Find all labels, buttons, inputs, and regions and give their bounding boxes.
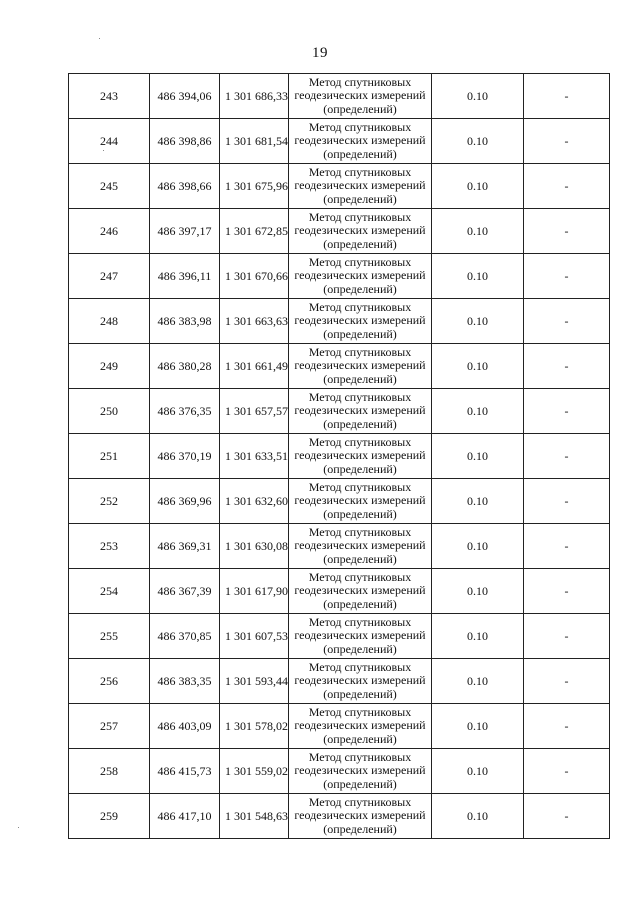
accuracy-cell: 0.10 bbox=[432, 344, 524, 389]
description-cell: - bbox=[524, 119, 610, 164]
method-line: Метод спутниковых bbox=[308, 524, 412, 539]
accuracy-cell: 0.10 bbox=[432, 479, 524, 524]
table-row bbox=[69, 794, 610, 839]
x-coordinate-cell: 486 383,98 bbox=[150, 299, 220, 344]
method-cell bbox=[289, 659, 432, 704]
y-coordinate-cell: 1 301 548,63 bbox=[220, 794, 289, 839]
description-cell: - bbox=[524, 299, 610, 344]
description-cell: - bbox=[524, 569, 610, 614]
point-number-cell: 258 bbox=[69, 749, 150, 794]
method-line: (определений) bbox=[323, 101, 397, 116]
method-cell bbox=[289, 704, 432, 749]
x-coordinate-cell: 486 396,11 bbox=[150, 254, 220, 299]
method-line: геодезических измерений bbox=[294, 628, 426, 643]
scan-speck bbox=[18, 827, 19, 828]
method-line: геодезических измерений bbox=[294, 538, 426, 553]
accuracy-cell: 0.10 bbox=[432, 389, 524, 434]
y-coordinate-cell: 1 301 607,53 bbox=[220, 614, 289, 659]
coordinates-table bbox=[68, 73, 610, 839]
y-coordinate-cell: 1 301 578,02 bbox=[220, 704, 289, 749]
method-line: Метод спутниковых bbox=[308, 344, 412, 359]
description-cell: - bbox=[524, 614, 610, 659]
method-line: Метод спутниковых bbox=[308, 659, 412, 674]
description-cell: - bbox=[524, 74, 610, 119]
method-cell bbox=[289, 254, 432, 299]
method-line: геодезических измерений bbox=[294, 133, 426, 148]
point-number-cell: 249 bbox=[69, 344, 150, 389]
y-coordinate-cell: 1 301 632,60 bbox=[220, 479, 289, 524]
method-cell bbox=[289, 479, 432, 524]
method-line: геодезических измерений bbox=[294, 448, 426, 463]
table-row bbox=[69, 614, 610, 659]
table-row bbox=[69, 479, 610, 524]
x-coordinate-cell: 486 417,10 bbox=[150, 794, 220, 839]
method-cell bbox=[289, 389, 432, 434]
point-number-cell: 248 bbox=[69, 299, 150, 344]
method-line: геодезических измерений bbox=[294, 403, 426, 418]
method-line: геодезических измерений bbox=[294, 808, 426, 823]
method-cell bbox=[289, 74, 432, 119]
point-number-cell: 256 bbox=[69, 659, 150, 704]
description-cell: - bbox=[524, 524, 610, 569]
method-line: геодезических измерений bbox=[294, 268, 426, 283]
accuracy-cell: 0.10 bbox=[432, 254, 524, 299]
x-coordinate-cell: 486 394,06 bbox=[150, 74, 220, 119]
description-cell: - bbox=[524, 254, 610, 299]
x-coordinate-cell: 486 397,17 bbox=[150, 209, 220, 254]
method-cell bbox=[289, 749, 432, 794]
method-line: геодезических измерений bbox=[294, 223, 426, 238]
x-coordinate-cell: 486 369,96 bbox=[150, 479, 220, 524]
method-line: (определений) bbox=[323, 686, 397, 701]
description-cell: - bbox=[524, 344, 610, 389]
table-row bbox=[69, 659, 610, 704]
method-line: геодезических измерений bbox=[294, 313, 426, 328]
y-coordinate-cell: 1 301 633,51 bbox=[220, 434, 289, 479]
method-cell bbox=[289, 299, 432, 344]
page-number: 19 bbox=[312, 45, 328, 61]
method-line: Метод спутниковых bbox=[308, 749, 412, 764]
method-line: (определений) bbox=[323, 416, 397, 431]
point-number-cell: 251 bbox=[69, 434, 150, 479]
accuracy-cell: 0.10 bbox=[432, 434, 524, 479]
method-cell bbox=[289, 164, 432, 209]
method-cell bbox=[289, 794, 432, 839]
description-cell: - bbox=[524, 479, 610, 524]
accuracy-cell: 0.10 bbox=[432, 164, 524, 209]
method-line: Метод спутниковых bbox=[308, 74, 412, 89]
point-number-cell: 250 bbox=[69, 389, 150, 434]
description-cell: - bbox=[524, 164, 610, 209]
y-coordinate-cell: 1 301 630,08 bbox=[220, 524, 289, 569]
point-number-cell: 252 bbox=[69, 479, 150, 524]
method-line: геодезических измерений bbox=[294, 358, 426, 373]
method-line: (определений) bbox=[323, 191, 397, 206]
point-number-cell: 257 bbox=[69, 704, 150, 749]
description-cell: - bbox=[524, 794, 610, 839]
method-line: Метод спутниковых bbox=[308, 389, 412, 404]
point-number-cell: 247 bbox=[69, 254, 150, 299]
description-cell: - bbox=[524, 659, 610, 704]
accuracy-cell: 0.10 bbox=[432, 524, 524, 569]
accuracy-cell: 0.10 bbox=[432, 794, 524, 839]
method-cell bbox=[289, 614, 432, 659]
method-cell bbox=[289, 524, 432, 569]
scan-speck bbox=[99, 38, 100, 39]
table-row bbox=[69, 389, 610, 434]
method-cell bbox=[289, 569, 432, 614]
method-line: Метод спутниковых bbox=[308, 569, 412, 584]
method-line: Метод спутниковых bbox=[308, 704, 412, 719]
table-row bbox=[69, 569, 610, 614]
method-line: (определений) bbox=[323, 461, 397, 476]
table-row bbox=[69, 749, 610, 794]
method-line: Метод спутниковых bbox=[308, 434, 412, 449]
description-cell: - bbox=[524, 749, 610, 794]
method-line: (определений) bbox=[323, 506, 397, 521]
method-line: (определений) bbox=[323, 281, 397, 296]
y-coordinate-cell: 1 301 663,63 bbox=[220, 299, 289, 344]
y-coordinate-cell: 1 301 657,57 bbox=[220, 389, 289, 434]
table-row bbox=[69, 344, 610, 389]
method-line: Метод спутниковых bbox=[308, 164, 412, 179]
method-line: (определений) bbox=[323, 551, 397, 566]
point-number-cell: 246 bbox=[69, 209, 150, 254]
table-row bbox=[69, 704, 610, 749]
method-line: Метод спутниковых bbox=[308, 614, 412, 629]
point-number-cell: 259 bbox=[69, 794, 150, 839]
table-row bbox=[69, 209, 610, 254]
accuracy-cell: 0.10 bbox=[432, 614, 524, 659]
table-row bbox=[69, 434, 610, 479]
method-line: (определений) bbox=[323, 236, 397, 251]
method-line: геодезических измерений bbox=[294, 493, 426, 508]
x-coordinate-cell: 486 369,31 bbox=[150, 524, 220, 569]
x-coordinate-cell: 486 383,35 bbox=[150, 659, 220, 704]
point-number-cell: 244 bbox=[69, 119, 150, 164]
accuracy-cell: 0.10 bbox=[432, 299, 524, 344]
coordinates-table-body bbox=[69, 74, 610, 839]
method-line: Метод спутниковых bbox=[308, 254, 412, 269]
table-row bbox=[69, 299, 610, 344]
method-cell bbox=[289, 119, 432, 164]
method-line: Метод спутниковых bbox=[308, 794, 412, 809]
x-coordinate-cell: 486 403,09 bbox=[150, 704, 220, 749]
method-line: Метод спутниковых bbox=[308, 479, 412, 494]
accuracy-cell: 0.10 bbox=[432, 569, 524, 614]
method-cell bbox=[289, 434, 432, 479]
method-line: (определений) bbox=[323, 371, 397, 386]
point-number-cell: 253 bbox=[69, 524, 150, 569]
x-coordinate-cell: 486 380,28 bbox=[150, 344, 220, 389]
description-cell: - bbox=[524, 209, 610, 254]
method-line: (определений) bbox=[323, 776, 397, 791]
scan-speck bbox=[103, 150, 104, 151]
accuracy-cell: 0.10 bbox=[432, 209, 524, 254]
description-cell: - bbox=[524, 704, 610, 749]
x-coordinate-cell: 486 370,85 bbox=[150, 614, 220, 659]
y-coordinate-cell: 1 301 681,54 bbox=[220, 119, 289, 164]
table-row bbox=[69, 254, 610, 299]
method-line: Метод спутниковых bbox=[308, 209, 412, 224]
method-line: (определений) bbox=[323, 641, 397, 656]
table-row bbox=[69, 119, 610, 164]
method-line: геодезических измерений bbox=[294, 88, 426, 103]
method-line: (определений) bbox=[323, 821, 397, 836]
y-coordinate-cell: 1 301 670,66 bbox=[220, 254, 289, 299]
method-line: геодезических измерений bbox=[294, 178, 426, 193]
y-coordinate-cell: 1 301 672,85 bbox=[220, 209, 289, 254]
point-number-cell: 254 bbox=[69, 569, 150, 614]
description-cell: - bbox=[524, 434, 610, 479]
method-line: геодезических измерений bbox=[294, 763, 426, 778]
method-line: Метод спутниковых bbox=[308, 299, 412, 314]
x-coordinate-cell: 486 398,66 bbox=[150, 164, 220, 209]
method-line: геодезических измерений bbox=[294, 583, 426, 598]
method-cell bbox=[289, 344, 432, 389]
method-cell bbox=[289, 209, 432, 254]
method-line: геодезических измерений bbox=[294, 718, 426, 733]
point-number-cell: 255 bbox=[69, 614, 150, 659]
x-coordinate-cell: 486 367,39 bbox=[150, 569, 220, 614]
method-line: (определений) bbox=[323, 146, 397, 161]
accuracy-cell: 0.10 bbox=[432, 659, 524, 704]
accuracy-cell: 0.10 bbox=[432, 704, 524, 749]
y-coordinate-cell: 1 301 617,90 bbox=[220, 569, 289, 614]
x-coordinate-cell: 486 376,35 bbox=[150, 389, 220, 434]
accuracy-cell: 0.10 bbox=[432, 74, 524, 119]
accuracy-cell: 0.10 bbox=[432, 119, 524, 164]
table-row bbox=[69, 524, 610, 569]
x-coordinate-cell: 486 370,19 bbox=[150, 434, 220, 479]
accuracy-cell: 0.10 bbox=[432, 749, 524, 794]
table-row bbox=[69, 74, 610, 119]
method-line: Метод спутниковых bbox=[308, 119, 412, 134]
table-row bbox=[69, 164, 610, 209]
description-cell: - bbox=[524, 389, 610, 434]
x-coordinate-cell: 486 415,73 bbox=[150, 749, 220, 794]
method-line: геодезических измерений bbox=[294, 673, 426, 688]
x-coordinate-cell: 486 398,86 bbox=[150, 119, 220, 164]
y-coordinate-cell: 1 301 686,33 bbox=[220, 74, 289, 119]
y-coordinate-cell: 1 301 675,96 bbox=[220, 164, 289, 209]
method-line: (определений) bbox=[323, 326, 397, 341]
method-line: (определений) bbox=[323, 596, 397, 611]
y-coordinate-cell: 1 301 593,44 bbox=[220, 659, 289, 704]
y-coordinate-cell: 1 301 559,02 bbox=[220, 749, 289, 794]
y-coordinate-cell: 1 301 661,49 bbox=[220, 344, 289, 389]
method-line: (определений) bbox=[323, 731, 397, 746]
point-number-cell: 243 bbox=[69, 74, 150, 119]
point-number-cell: 245 bbox=[69, 164, 150, 209]
